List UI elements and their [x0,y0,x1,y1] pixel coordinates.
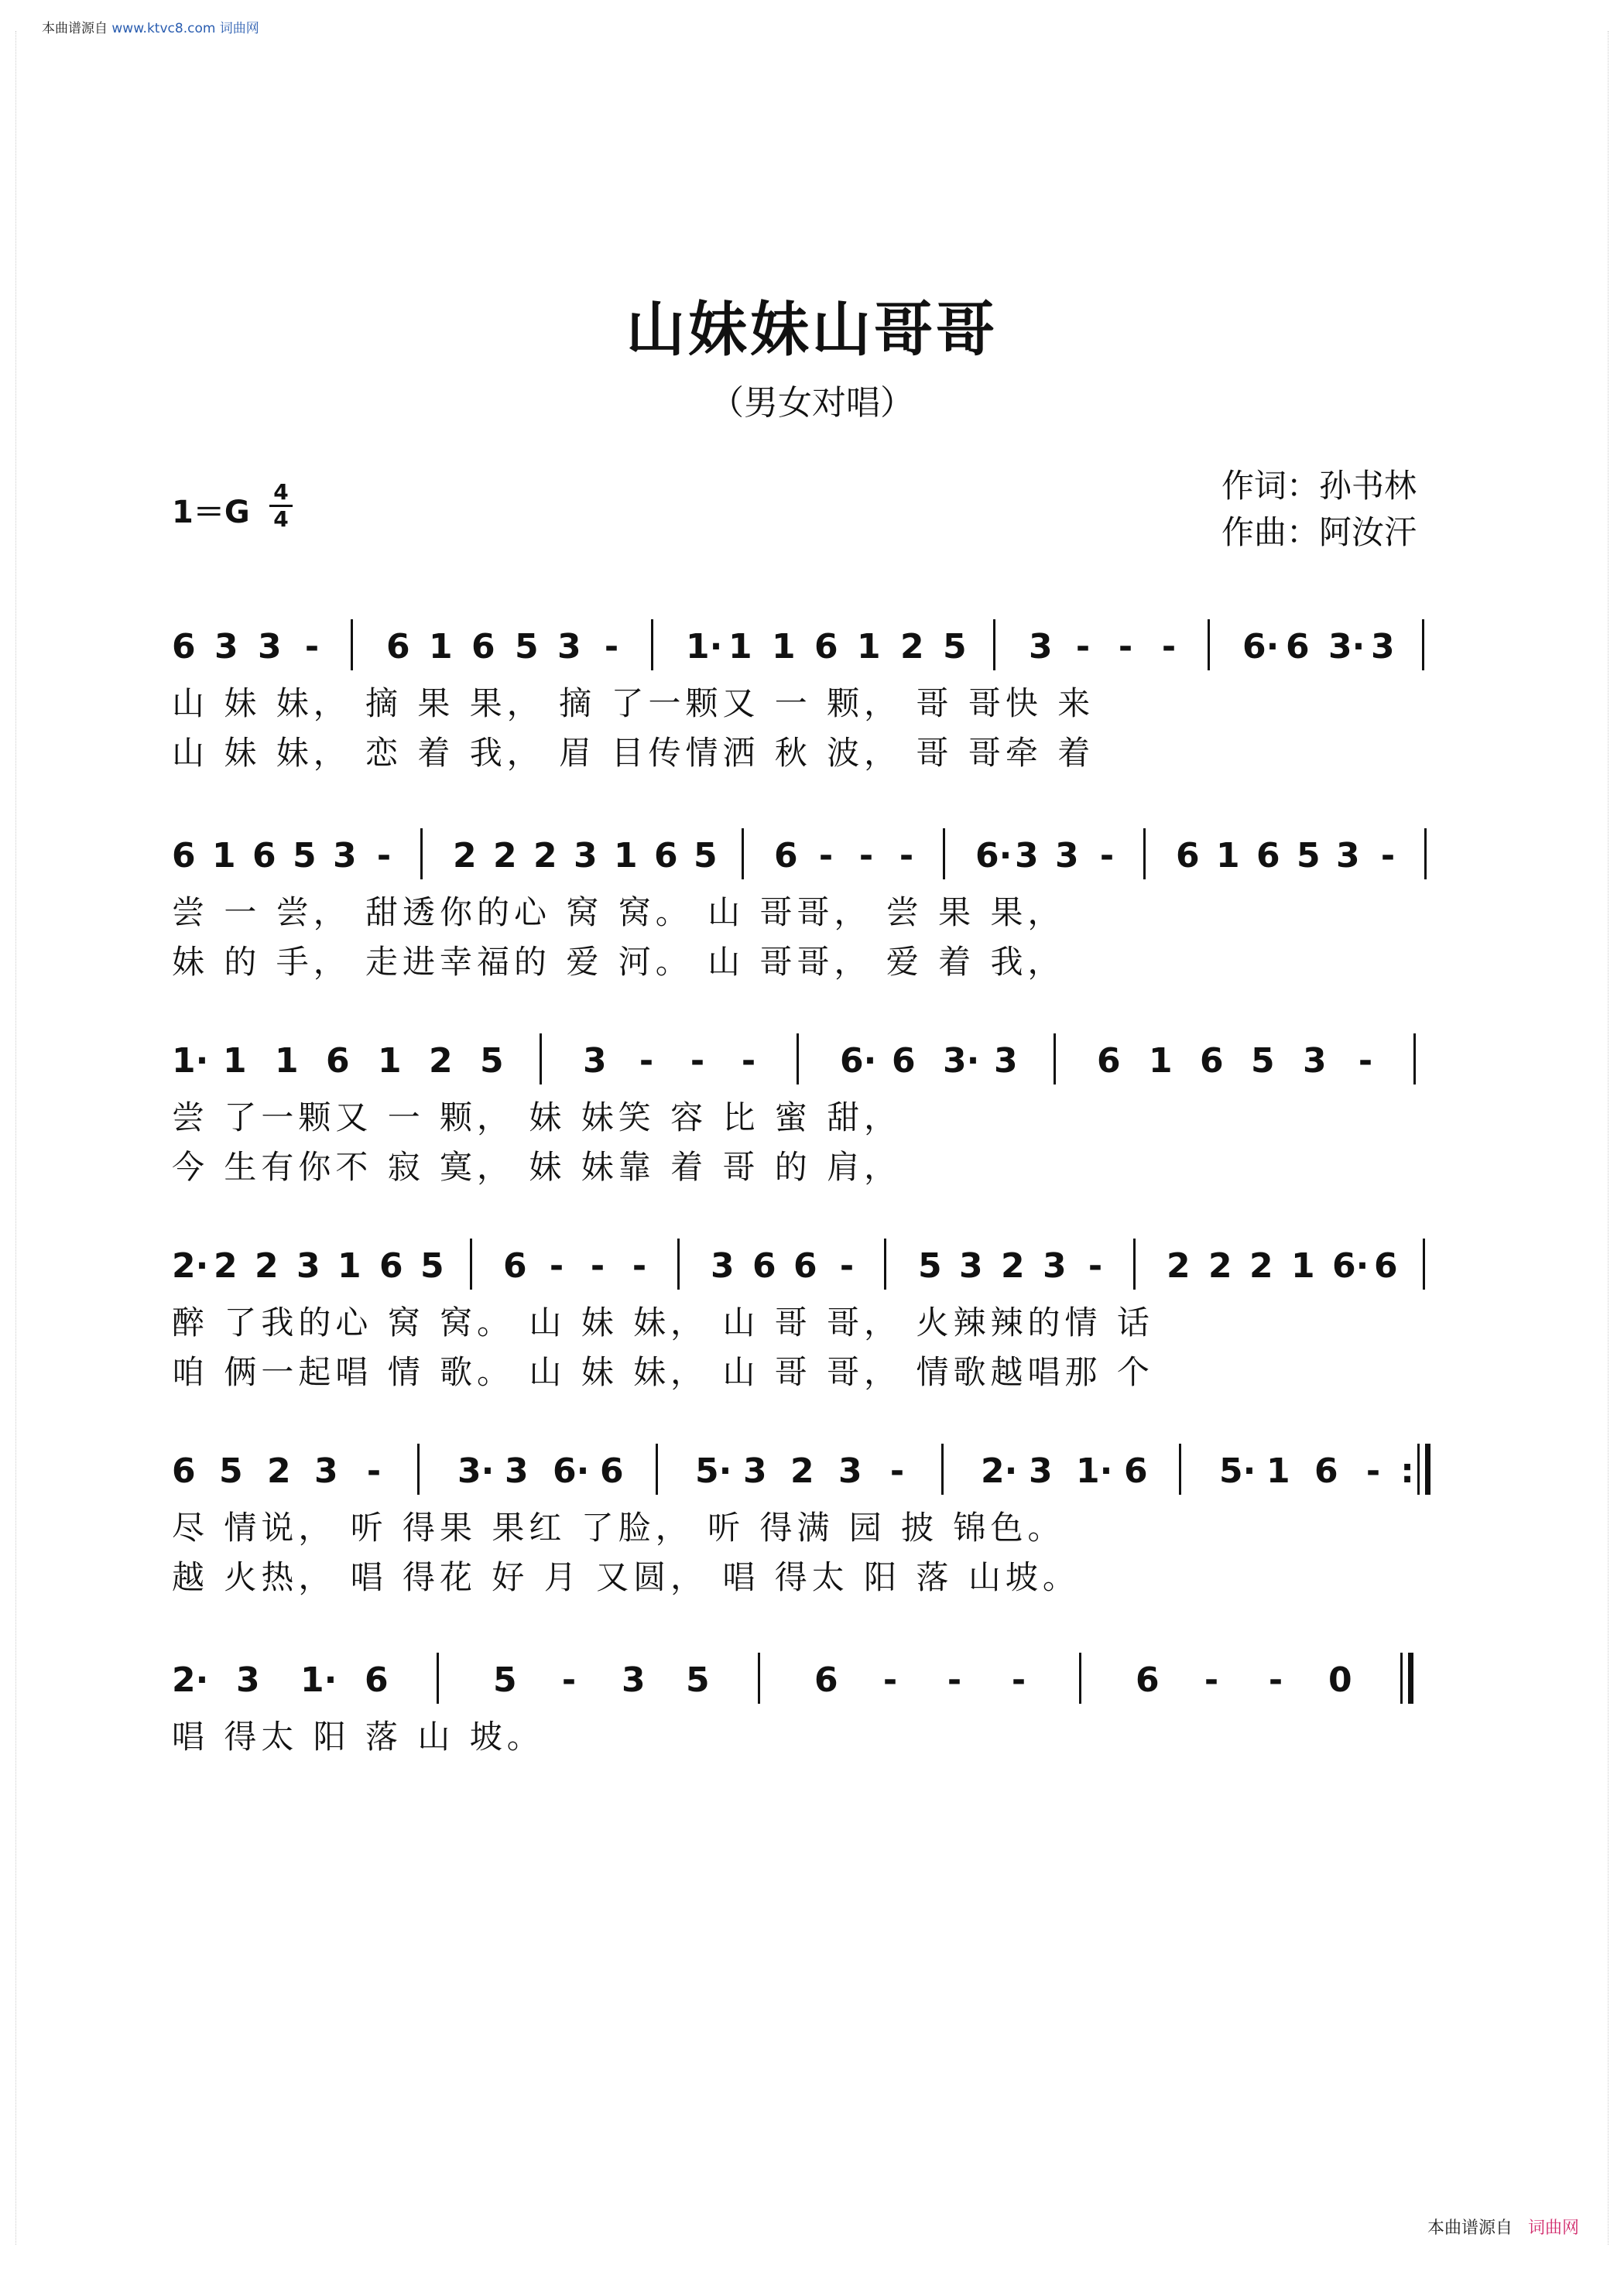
note: 3 [1029,627,1053,666]
bar-line [651,619,653,670]
note: 1 [223,1041,247,1081]
note: 2 [493,836,517,875]
note: 1 [275,1041,299,1081]
note: 1 [337,1246,361,1286]
final-bar-line-thick [1425,1444,1430,1495]
note: 5· [695,1451,732,1491]
note: 6 [892,1041,916,1081]
bar-line [941,1444,944,1495]
note: 3 [743,1451,767,1491]
note: 6 [1097,1041,1121,1081]
note: 2 [1167,1246,1191,1286]
note: 6 [752,1246,776,1286]
note-hold: - [947,1660,962,1700]
note: 6 [654,836,678,875]
note: 2 [214,1246,238,1286]
bar-line [884,1239,886,1290]
note: 6 [1314,1451,1338,1491]
note-hold: - [1088,1246,1103,1286]
footer-source [1427,2215,1579,2239]
lyrics-verse-1: 唱 得太 阳 落 山 坡。 [172,1718,544,1756]
note: 2 [533,836,557,875]
note: 3 [258,627,282,666]
bar-line [1413,1033,1416,1084]
note: 6 [1124,1451,1148,1491]
note: 3 [236,1660,260,1700]
song-subtitle: （男女对唱） [710,383,914,423]
note: 6 [814,627,838,666]
note: 3 [1015,836,1039,875]
bar-line [437,1653,439,1704]
note: 3 [314,1451,338,1491]
note: 6· [975,836,1012,875]
note-hold: - [1099,836,1115,875]
bar-line [943,828,945,879]
note: 2 [1208,1246,1232,1286]
note: 1· [686,627,723,666]
note: 1 [1149,1041,1173,1081]
bar-line [656,1444,658,1495]
note-hold: - [1365,1451,1381,1491]
note: 5 [694,836,718,875]
footer-label: 本曲谱源自 [1427,2219,1513,2238]
note: 2 [255,1246,279,1286]
note: 2· [981,1451,1018,1491]
note: 6 [386,627,410,666]
note-hold: - [899,836,914,875]
repeat-sign: : [1400,1451,1414,1491]
bar-line [1054,1033,1056,1084]
note-hold: - [839,1246,855,1286]
note: 6 [1136,1660,1160,1700]
note: 6· [1332,1246,1369,1286]
lyrics-verse-1: 尝 了一颗又 一 颗， 妹 妹笑 容 比 蜜 甜， [172,1098,902,1136]
final-bar-line [1400,1653,1403,1704]
note: 5 [686,1660,710,1700]
bar-line [677,1239,680,1290]
note: 5· [1219,1451,1256,1491]
note: 2 [1249,1246,1273,1286]
note: 5 [493,1660,517,1700]
note: 6 [1256,836,1280,875]
note: 1· [172,1041,209,1081]
note: 6 [793,1246,817,1286]
note: 2 [900,627,924,666]
note: 6 [365,1660,389,1700]
lyricist: 作词：孙书林 [1221,467,1417,505]
note: 6 [471,627,495,666]
note: 2· [172,1660,209,1700]
note: 5 [480,1041,504,1081]
note: 3 [711,1246,735,1286]
lyrics-verse-2: 妹 的 手， 走进幸福的 爱 河。 山 哥哥， 爱 着 我， [172,943,1065,981]
bar-line [540,1033,542,1084]
bar-line [1422,619,1424,670]
bar-line [797,1033,799,1084]
bar-line [1079,1653,1081,1704]
note: 5 [219,1451,243,1491]
note-hold: - [632,1246,647,1286]
bar-line [470,1239,472,1290]
note: 3 [994,1041,1018,1081]
note: 3 [214,627,238,666]
time-signature-bottom: 4 [273,506,289,532]
note: 6 [1176,836,1200,875]
time-signature [269,481,293,530]
note: 1 [1291,1246,1315,1286]
note: 6 [1200,1041,1224,1081]
note: 6 [814,1660,838,1700]
note: 6 [774,836,798,875]
note: 1 [378,1041,402,1081]
note-hold: - [561,1660,577,1700]
note: 6 [379,1246,403,1286]
note-hold: - [858,836,874,875]
note: 3 [333,836,357,875]
lyrics-verse-1: 尝 一 尝， 甜透你的心 窝 窝。 山 哥哥， 尝 果 果， [172,893,1065,931]
bar-line [351,619,353,670]
note: 2 [267,1451,291,1491]
note: 5 [515,627,539,666]
lyrics-verse-2: 今 生有你不 寂 寞， 妹 妹靠 着 哥 的 肩， [172,1148,902,1186]
note: 0 [1328,1660,1352,1700]
lyrics-verse-2: 山 妹 妹， 恋 着 我， 眉 目传情洒 秋 波， 哥 哥牵 着 [172,734,1095,772]
note: 2 [790,1451,814,1491]
note: 1 [614,836,638,875]
note: 6· [553,1451,590,1491]
note-hold: - [304,627,320,666]
note-hold: - [1011,1660,1026,1700]
note: 3 [838,1451,862,1491]
note: 6 [252,836,276,875]
bar-line [1424,828,1427,879]
note: 3 [1303,1041,1327,1081]
note-hold: - [376,836,392,875]
note: 1· [1076,1451,1113,1491]
note: 6· [840,1041,877,1081]
note: 6 [600,1451,624,1491]
final-bar-line-thick [1408,1653,1413,1704]
note: 6 [503,1246,527,1286]
note: 2 [453,836,477,875]
lyrics-verse-1: 山 妹 妹， 摘 果 果， 摘 了一颗又 一 颗， 哥 哥快 来 [172,684,1095,722]
note: 6 [326,1041,350,1081]
bar-line [1133,1239,1136,1290]
bar-line [1179,1444,1181,1495]
note-hold: - [1204,1660,1219,1700]
note-hold: - [889,1451,905,1491]
song-title: 山妹妹山哥哥 [626,295,998,364]
note: 3 [959,1246,983,1286]
note: 5 [943,627,967,666]
note: 1 [212,836,236,875]
footer-brand[interactable]: 词曲网 [1527,2219,1579,2238]
note-hold: - [690,1041,705,1081]
note: 3 [622,1660,646,1700]
lyrics-verse-2: 咱 俩一起唱 情 歌。 山 妹 妹， 山 哥 哥， 情歌越唱那 个 [172,1353,1154,1391]
key-signature: 1＝G [172,495,250,530]
note-hold: - [1268,1660,1283,1700]
note: 3 [296,1246,320,1286]
note: 2 [429,1041,453,1081]
bar-line [1208,619,1210,670]
note: 3 [1336,836,1360,875]
note: 1 [772,627,796,666]
note: 6 [172,836,196,875]
bar-line [742,828,744,879]
note-hold: - [882,1660,898,1700]
note-hold: - [1075,627,1091,666]
note: 5 [420,1246,444,1286]
note-hold: - [604,627,619,666]
note-hold: - [1380,836,1396,875]
note: 3 [1371,627,1395,666]
note: 6 [172,1451,196,1491]
time-signature-top: 4 [273,479,289,505]
note: 3 [1055,836,1079,875]
note: 5 [1251,1041,1275,1081]
note: 1 [728,627,752,666]
bar-line [993,619,995,670]
note-hold: - [639,1041,654,1081]
bar-line [1143,828,1146,879]
note: 3 [1043,1246,1067,1286]
lyrics-verse-1: 尽 情说， 听 得果 果红 了脸， 听 得满 园 披 锦色。 [172,1509,1065,1547]
source-header [42,17,259,36]
note: 6 [1374,1246,1398,1286]
note: 3· [457,1451,495,1491]
note-hold: - [1358,1041,1373,1081]
note: 1 [429,627,453,666]
note: 2 [1001,1246,1025,1286]
bar-line [1423,1239,1425,1290]
note: 2· [172,1246,209,1286]
note: 6· [1242,627,1280,666]
note: 6 [1286,627,1310,666]
credits [1221,463,1417,556]
source-site[interactable]: www.ktvc8.com 词曲网 [111,21,259,36]
note: 6 [172,627,196,666]
note-hold: - [1118,627,1133,666]
bar-line [420,828,423,879]
note-hold: - [741,1041,756,1081]
note-hold: - [549,1246,564,1286]
note-hold: - [366,1451,382,1491]
note: 1 [857,627,881,666]
note: 1· [300,1660,337,1700]
lyrics-verse-1: 醉 了我的心 窝 窝。 山 妹 妹， 山 哥 哥， 火辣辣的情 话 [172,1304,1154,1341]
note: 5 [918,1246,942,1286]
bar-line [417,1444,420,1495]
note: 3 [1029,1451,1053,1491]
source-label: 本曲谱源自 [42,21,108,36]
note: 5 [1297,836,1321,875]
note: 3 [583,1041,607,1081]
note: 3· [943,1041,980,1081]
note: 3· [1328,627,1365,666]
note-hold: - [590,1246,605,1286]
note: 5 [293,836,317,875]
composer: 作曲：阿汝汗 [1221,513,1417,551]
note-hold: - [818,836,834,875]
lyrics-verse-2: 越 火热， 唱 得花 好 月 又圆， 唱 得太 阳 落 山坡。 [172,1558,1080,1596]
note-hold: - [1161,627,1177,666]
note: 3 [505,1451,529,1491]
note: 3 [557,627,581,666]
bar-line [758,1653,760,1704]
note: 1 [1216,836,1240,875]
note: 1 [1266,1451,1290,1491]
note: 3 [574,836,598,875]
